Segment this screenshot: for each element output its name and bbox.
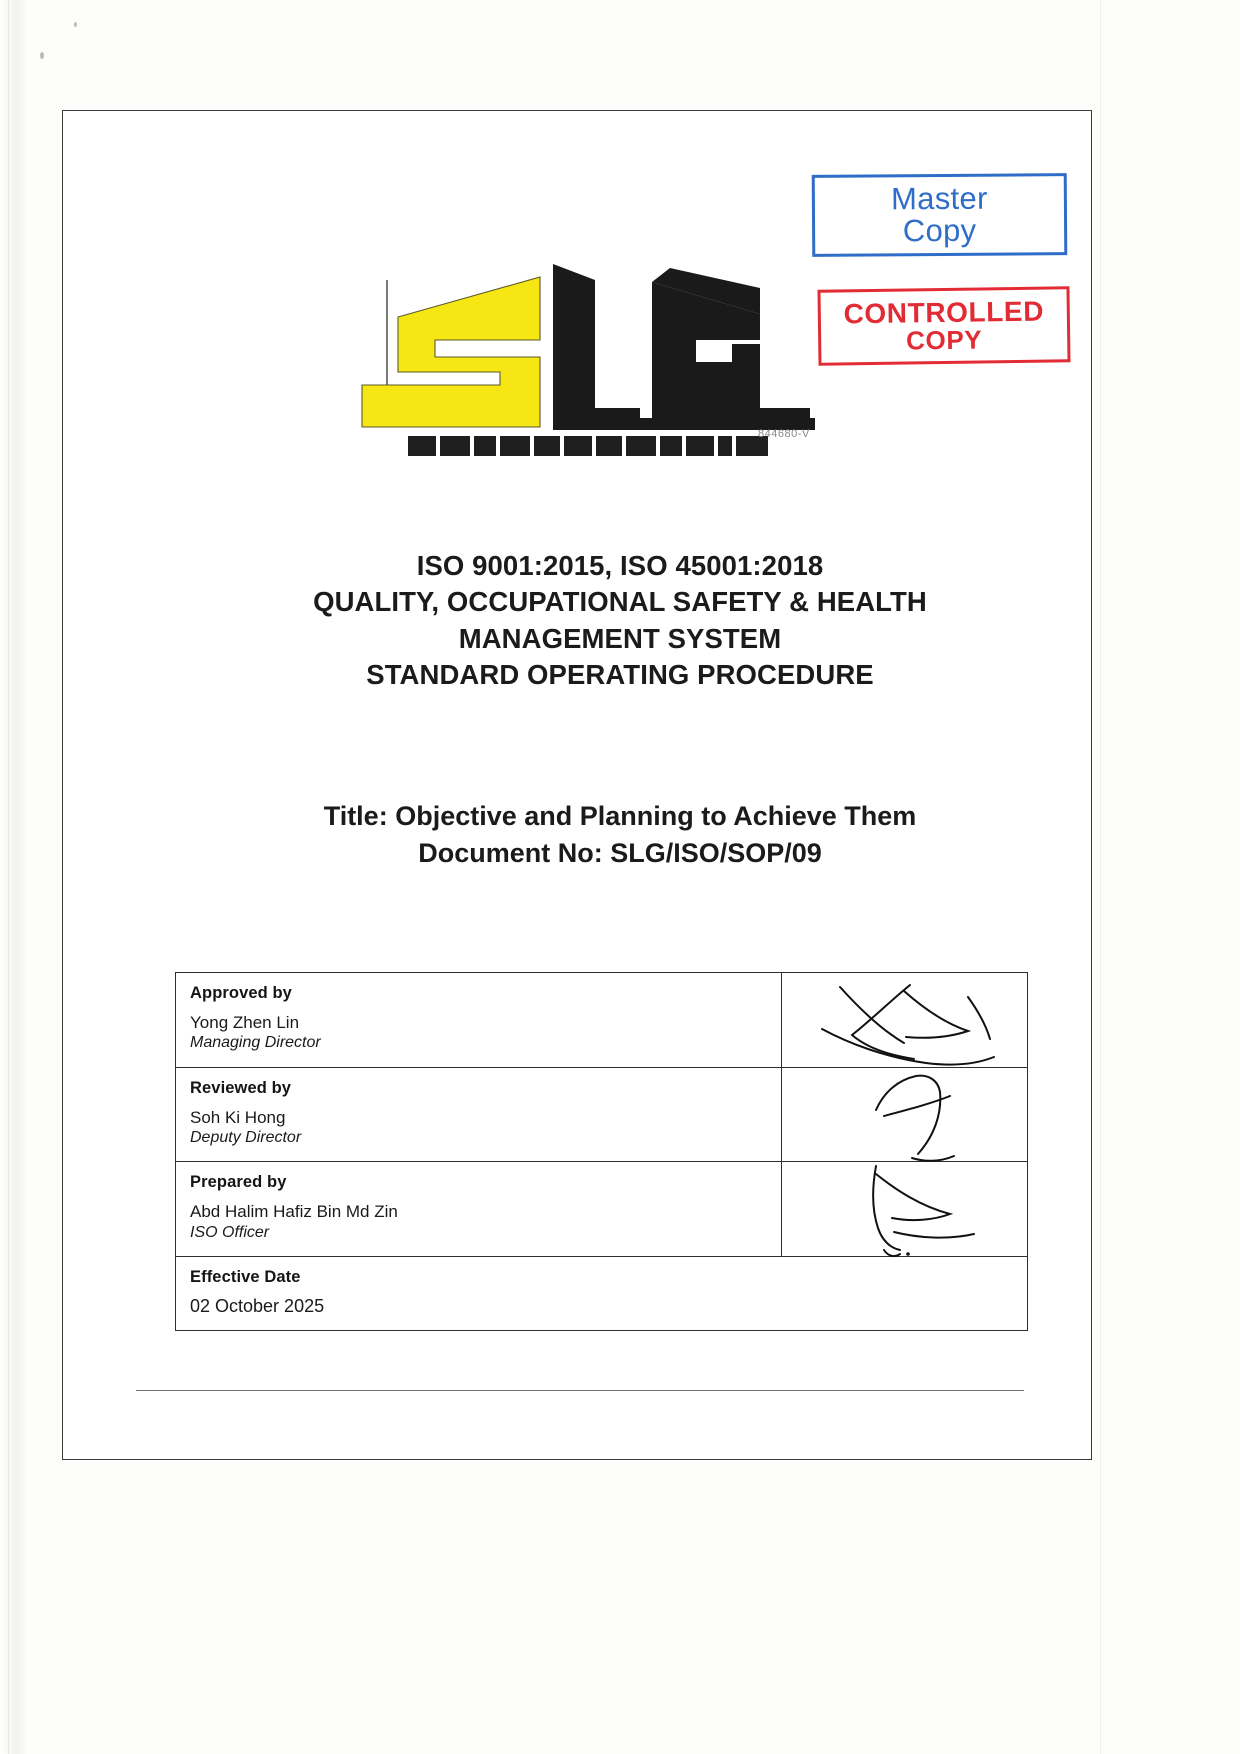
approved-by-name: Yong Zhen Lin	[190, 1013, 300, 1032]
controlled-copy-stamp-line2: COPY	[905, 324, 983, 356]
table-row	[176, 1067, 1028, 1162]
scan-speck	[74, 22, 77, 27]
effective-date-value: 02 October 2025	[190, 1295, 325, 1316]
reviewed-by-signature-cell	[782, 1067, 1028, 1162]
approved-by-label: Approved by	[190, 984, 292, 1002]
master-copy-stamp-line1: Master	[890, 181, 988, 217]
approved-by-cell	[176, 973, 782, 1068]
prepared-by-cell	[176, 1162, 782, 1257]
prepared-by-position: ISO Officer	[190, 1223, 270, 1241]
reviewed-by-name: Soh Ki Hong	[190, 1107, 286, 1127]
standards-heading-line-1: ISO 9001:2015, ISO 45001:2018	[416, 550, 824, 581]
table-row	[176, 1256, 1028, 1330]
effective-date-cell	[176, 1256, 1028, 1330]
approval-table	[175, 972, 1028, 1331]
prepared-by-label: Prepared by	[190, 1173, 287, 1192]
standards-heading-line-4: STANDARD OPERATING PROCEDURE	[366, 658, 874, 690]
prepared-by-name: Abd Halim Hafiz Bin Md Zin	[190, 1202, 398, 1222]
signature-icon	[838, 1162, 1018, 1262]
reviewed-by-label: Reviewed by	[190, 1078, 292, 1097]
standards-heading-line-2: QUALITY, OCCUPATIONAL SAFETY & HEALTH	[313, 586, 927, 618]
standards-heading-line-3: MANAGEMENT SYSTEM	[458, 622, 782, 654]
table-row	[176, 973, 1028, 1068]
scan-speck	[40, 52, 44, 59]
standards-heading	[180, 548, 1060, 693]
signature-icon	[818, 977, 1018, 1075]
slg-construction-logo	[340, 222, 860, 462]
controlled-copy-stamp-line1: CONTROLLED	[843, 295, 1045, 330]
approved-by-signature-cell	[782, 973, 1028, 1068]
reviewed-by-cell	[176, 1067, 782, 1162]
signature-icon	[854, 1070, 1014, 1170]
reviewed-by-position: Deputy Director	[190, 1128, 302, 1146]
document-title: Title: Objective and Planning to Achieve Them	[323, 801, 917, 831]
logo-serial-number: 844680-V	[758, 428, 810, 440]
controlled-copy-stamp	[817, 286, 1070, 366]
effective-date-label: Effective Date	[190, 1267, 301, 1286]
master-copy-stamp	[812, 173, 1068, 257]
scan-edge-artifact	[0, 0, 30, 1754]
document-title-block	[180, 798, 1060, 873]
footer-divider	[136, 1390, 1024, 1391]
prepared-by-signature-cell	[782, 1162, 1028, 1257]
approved-by-position: Managing Director	[190, 1034, 321, 1052]
table-row	[176, 1162, 1028, 1257]
logo-mark-icon	[340, 222, 860, 462]
scan-streak	[1100, 0, 1101, 1754]
scan-streak	[8, 0, 9, 1754]
document-number: Document No: SLG/ISO/SOP/09	[418, 838, 822, 869]
master-copy-stamp-line2: Copy	[902, 212, 977, 249]
